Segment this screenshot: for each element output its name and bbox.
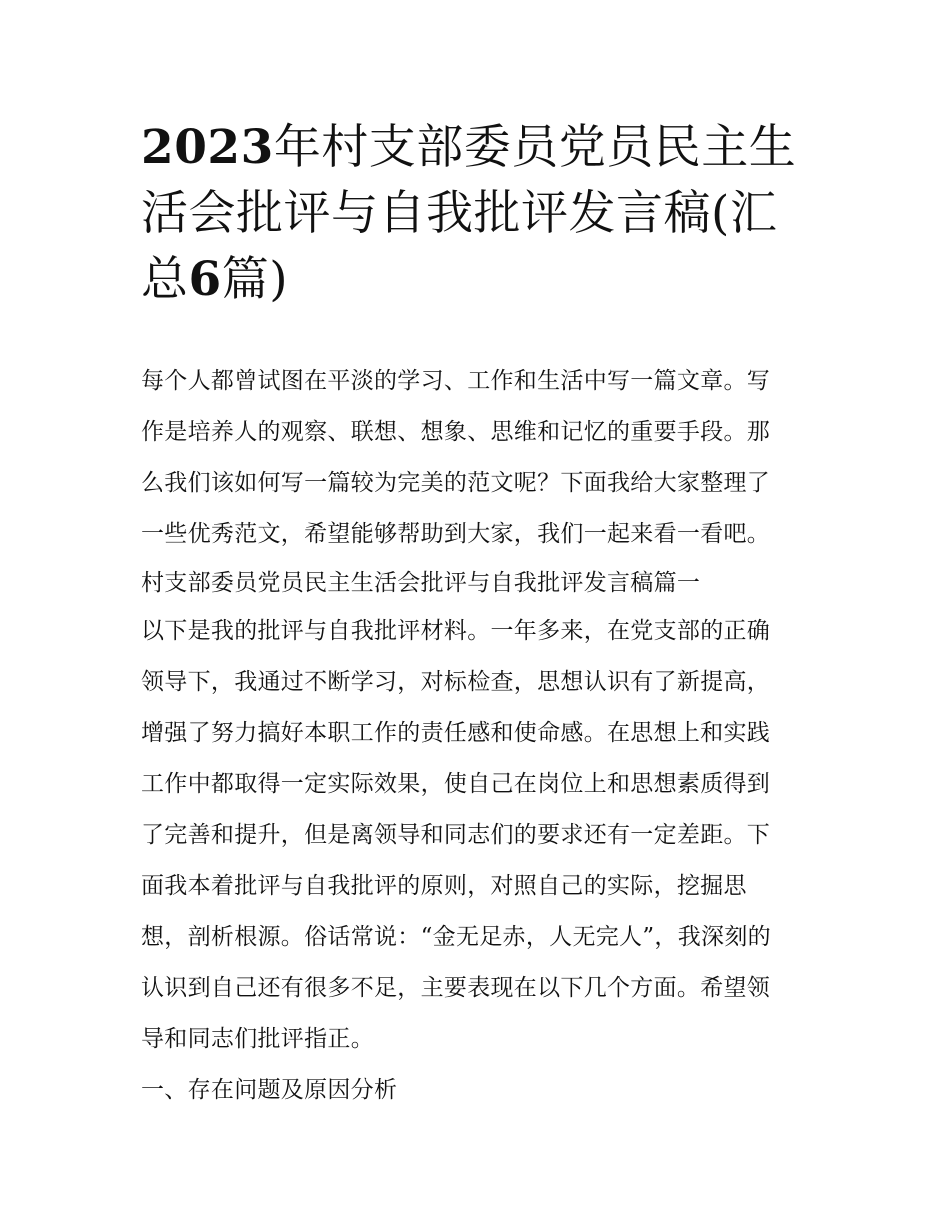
section-heading: 村支部委员党员民主生活会批评与自我批评发言稿篇一 [141,570,701,596]
document-body [141,356,821,1116]
title-text: 年村支部委员党员民主生活会批评与自我批评发言稿(汇总 [141,120,797,307]
body-line: 认识到自己还有很多不足，主要表现在以下几个方面。希望领 [141,975,771,1001]
intro-line: 作是培养人的观察、联想、想象、思维和记忆的重要手段。那 [141,419,771,445]
body-line: 领导下，我通过不断学习，对标检查，思想认识有了新提高， [141,669,771,695]
body-line: 了完善和提升，但是离领导和同志们的要求还有一定差距。下 [141,822,771,848]
title-year: 2023 [141,120,274,175]
body-line: 工作中都取得一定实际效果，使自己在岗位上和思想素质得到 [141,771,771,797]
title-count: 6 [188,252,222,307]
body-line: 想，剖析根源。俗话常说：“金无足赤，人无完人”，我深刻的 [141,924,771,950]
document-title [141,115,821,313]
intro-line: 每个人都曾试图在平淡的学习、工作和生活中写一篇文章。写 [141,368,771,394]
subheading: 一、存在问题及原因分析 [141,1077,398,1103]
intro-line: 一些优秀范文，希望能够帮助到大家，我们一起来看一看吧。 [141,521,771,547]
body-line: 导和同志们批评指正。 [141,1026,374,1052]
title-suffix: 篇) [221,252,289,307]
body-line: 以下是我的批评与自我批评材料。一年多来，在党支部的正确 [141,618,771,644]
body-line: 面我本着批评与自我批评的原则，对照自己的实际，挖掘思 [141,873,747,899]
body-line: 增强了努力搞好本职工作的责任感和使命感。在思想上和实践 [141,720,771,746]
intro-line: 么我们该如何写一篇较为完美的范文呢？下面我给大家整理了 [141,470,771,496]
